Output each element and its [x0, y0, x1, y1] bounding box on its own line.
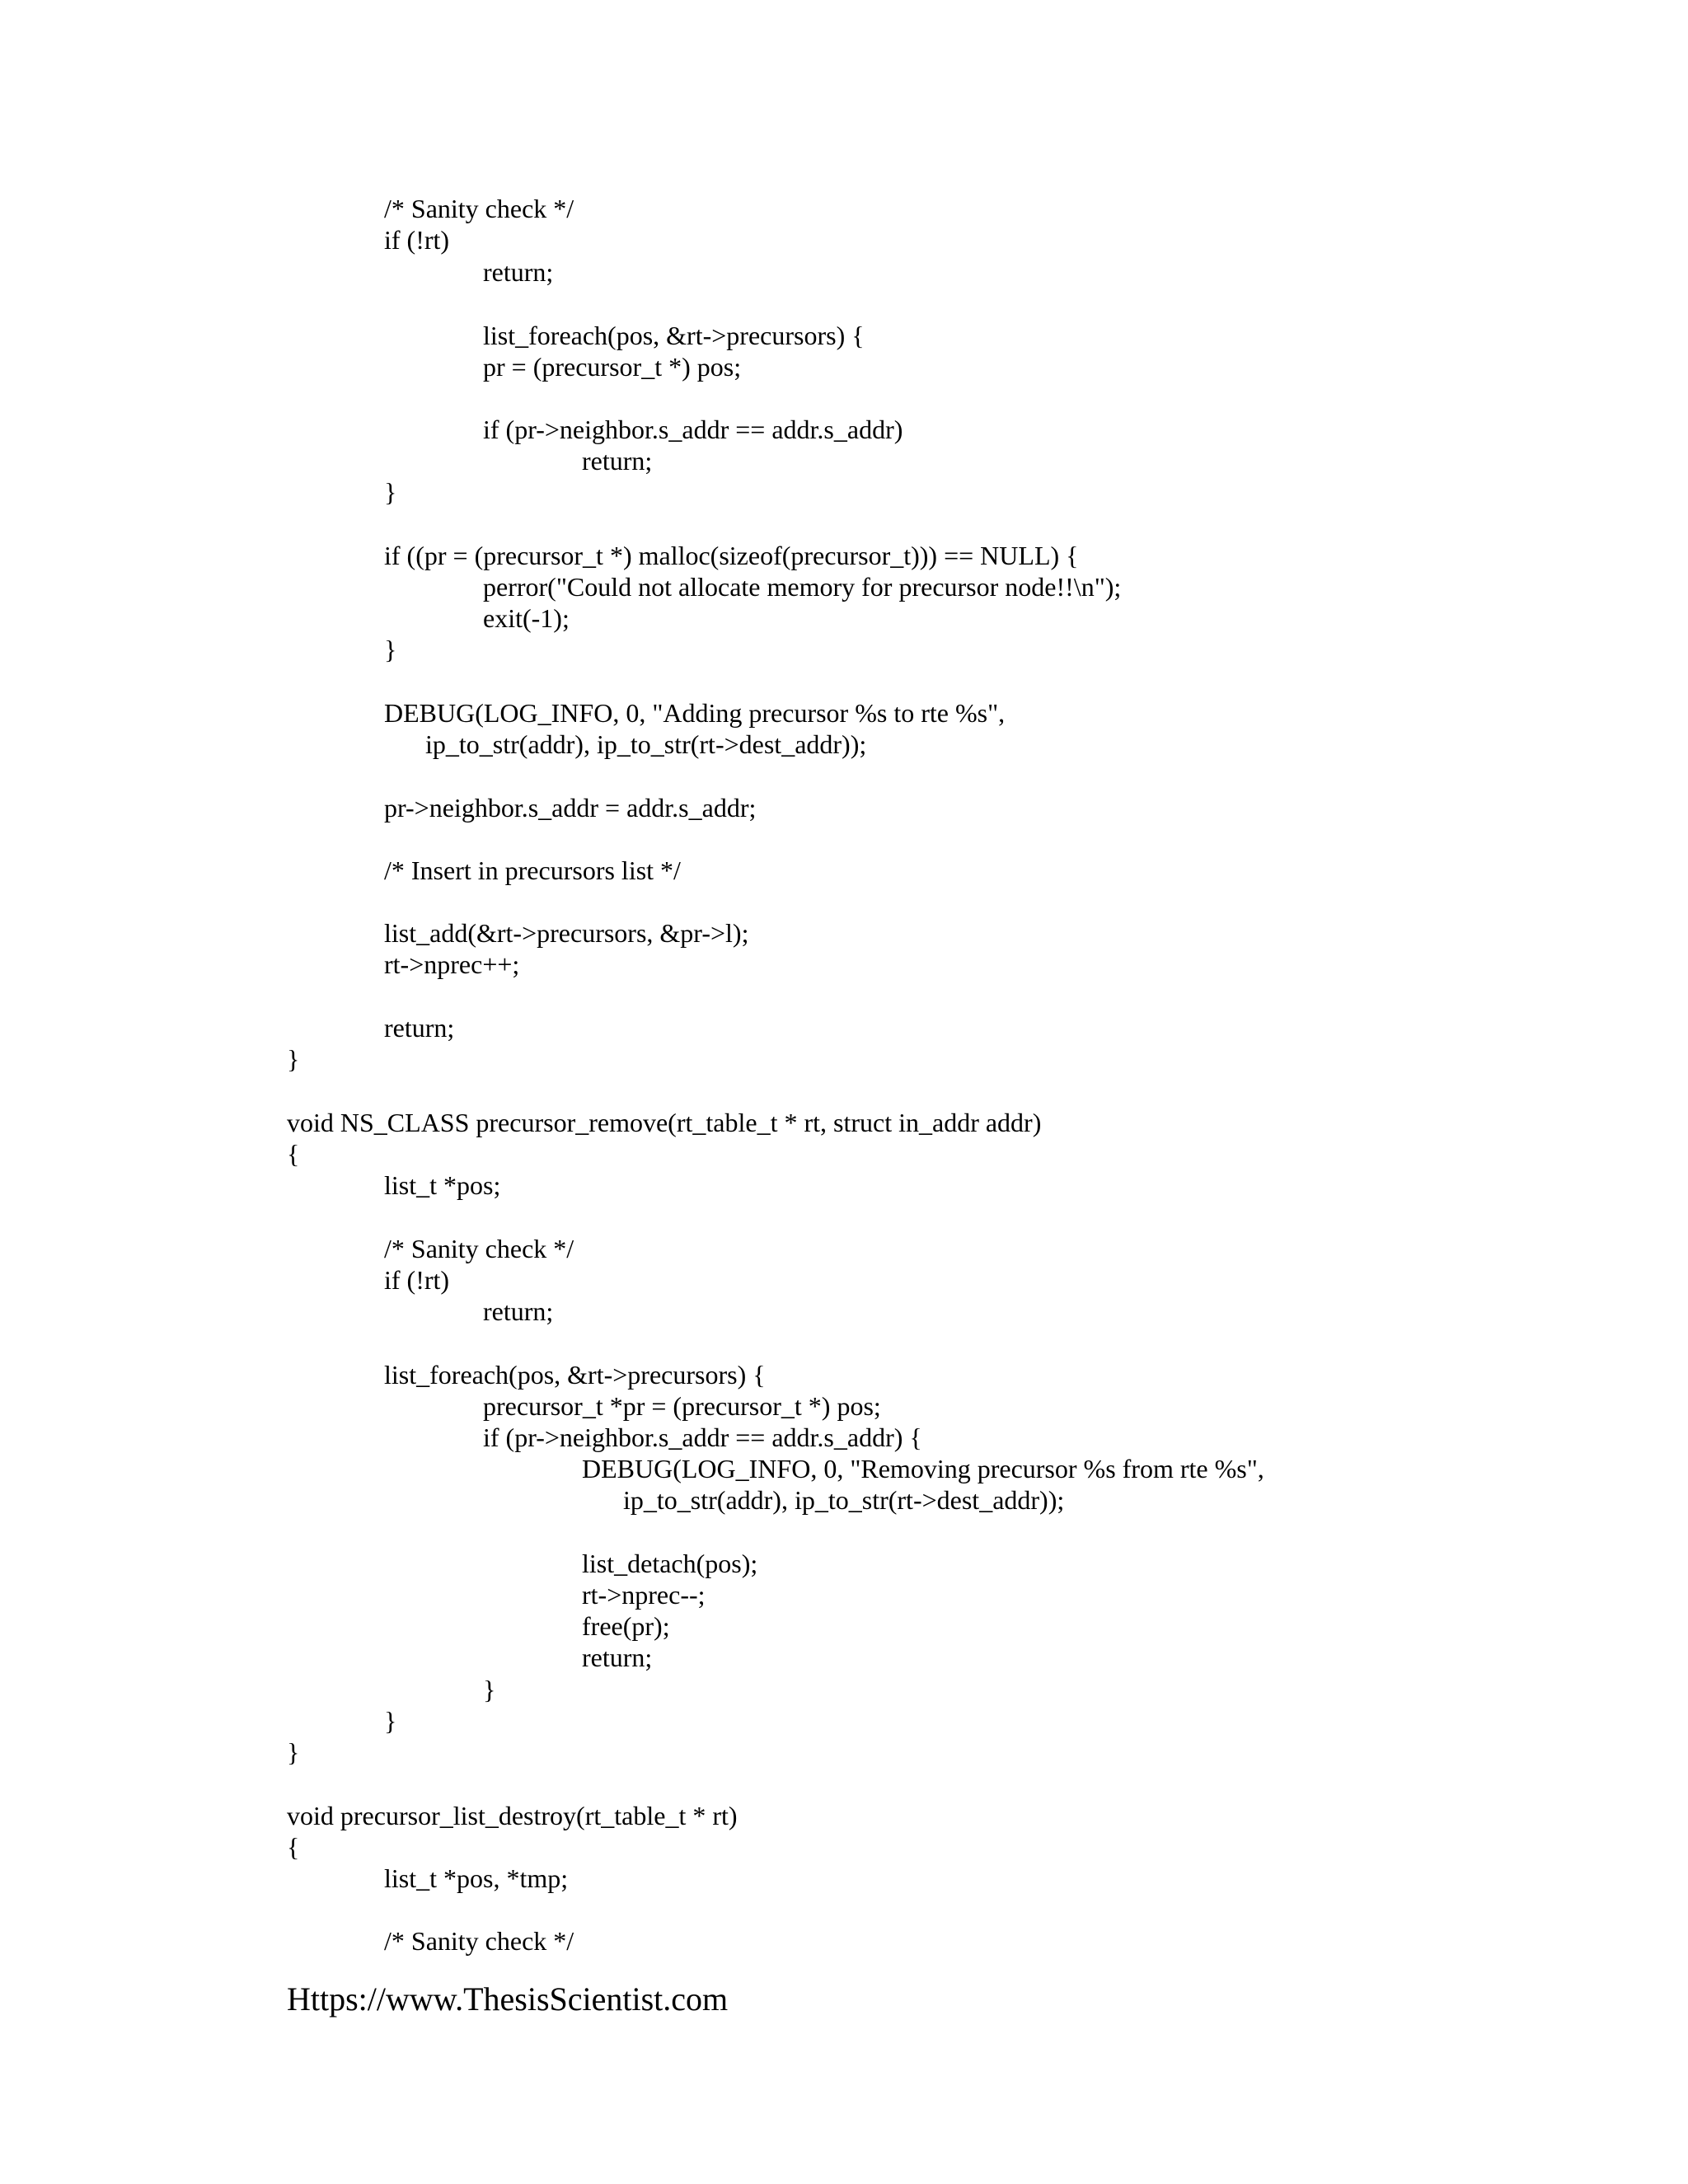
code-line-12: } — [384, 635, 397, 664]
code-line-14: ip_to_str(addr), ip_to_str(rt->dest_addr)); — [425, 729, 867, 759]
code-line-40: { — [287, 1832, 300, 1862]
code-line-41: list_t *pos, *tmp; — [384, 1863, 569, 1893]
code-line-42: /* Sanity check */ — [384, 1926, 574, 1956]
code-line-30: DEBUG(LOG_INFO, 0, "Removing precursor %s from rte %s", — [582, 1454, 1264, 1483]
code-line-11: exit(-1); — [483, 603, 570, 633]
code-line-6: if (pr->neighbor.s_addr == addr.s_addr) — [483, 415, 903, 444]
code-line-19: return; — [384, 1013, 455, 1043]
code-line-20: } — [287, 1044, 300, 1074]
code-line-18: rt->nprec++; — [384, 949, 520, 979]
footer-url: Https://www.ThesisScientist.com — [287, 1980, 729, 2018]
code-line-4: list_foreach(pos, &rt->precursors) { — [483, 321, 865, 350]
code-line-25: if (!rt) — [384, 1265, 450, 1295]
code-line-33: rt->nprec--; — [582, 1580, 706, 1610]
code-line-32: list_detach(pos); — [582, 1549, 758, 1578]
code-line-37: } — [384, 1706, 397, 1736]
code-line-8: } — [384, 477, 397, 507]
code-line-3: return; — [483, 257, 554, 287]
code-line-21: void NS_CLASS precursor_remove(rt_table_t * rt, struct in_addr addr) — [287, 1108, 1042, 1137]
code-line-10: perror("Could not allocate memory for precursor node!!\n"); — [483, 572, 1122, 602]
code-line-1: /* Sanity check */ — [384, 194, 574, 223]
code-line-15: pr->neighbor.s_addr = addr.s_addr; — [384, 793, 757, 823]
code-line-35: return; — [582, 1643, 653, 1672]
code-line-16: /* Insert in precursors list */ — [384, 855, 681, 885]
code-line-31: ip_to_str(addr), ip_to_str(rt->dest_addr)); — [623, 1485, 1065, 1515]
code-line-39: void precursor_list_destroy(rt_table_t * rt) — [287, 1801, 738, 1830]
code-line-26: return; — [483, 1296, 554, 1326]
code-line-29: if (pr->neighbor.s_addr == addr.s_addr) { — [483, 1422, 922, 1452]
code-line-7: return; — [582, 446, 653, 476]
code-line-38: } — [287, 1737, 300, 1767]
code-line-22: { — [287, 1139, 300, 1169]
code-line-23: list_t *pos; — [384, 1170, 501, 1200]
code-line-9: if ((pr = (precursor_t *) malloc(sizeof(precursor_t))) == NULL) { — [384, 541, 1079, 570]
code-line-27: list_foreach(pos, &rt->precursors) { — [384, 1360, 766, 1390]
code-line-34: free(pr); — [582, 1611, 670, 1641]
code-line-2: if (!rt) — [384, 225, 450, 255]
code-line-5: pr = (precursor_t *) pos; — [483, 352, 742, 382]
code-line-13: DEBUG(LOG_INFO, 0, "Adding precursor %s to rte %s", — [384, 698, 1006, 728]
code-line-28: precursor_t *pr = (precursor_t *) pos; — [483, 1391, 881, 1421]
code-line-36: } — [483, 1675, 496, 1704]
code-line-17: list_add(&rt->precursors, &pr->l); — [384, 918, 749, 948]
code-line-24: /* Sanity check */ — [384, 1234, 574, 1263]
